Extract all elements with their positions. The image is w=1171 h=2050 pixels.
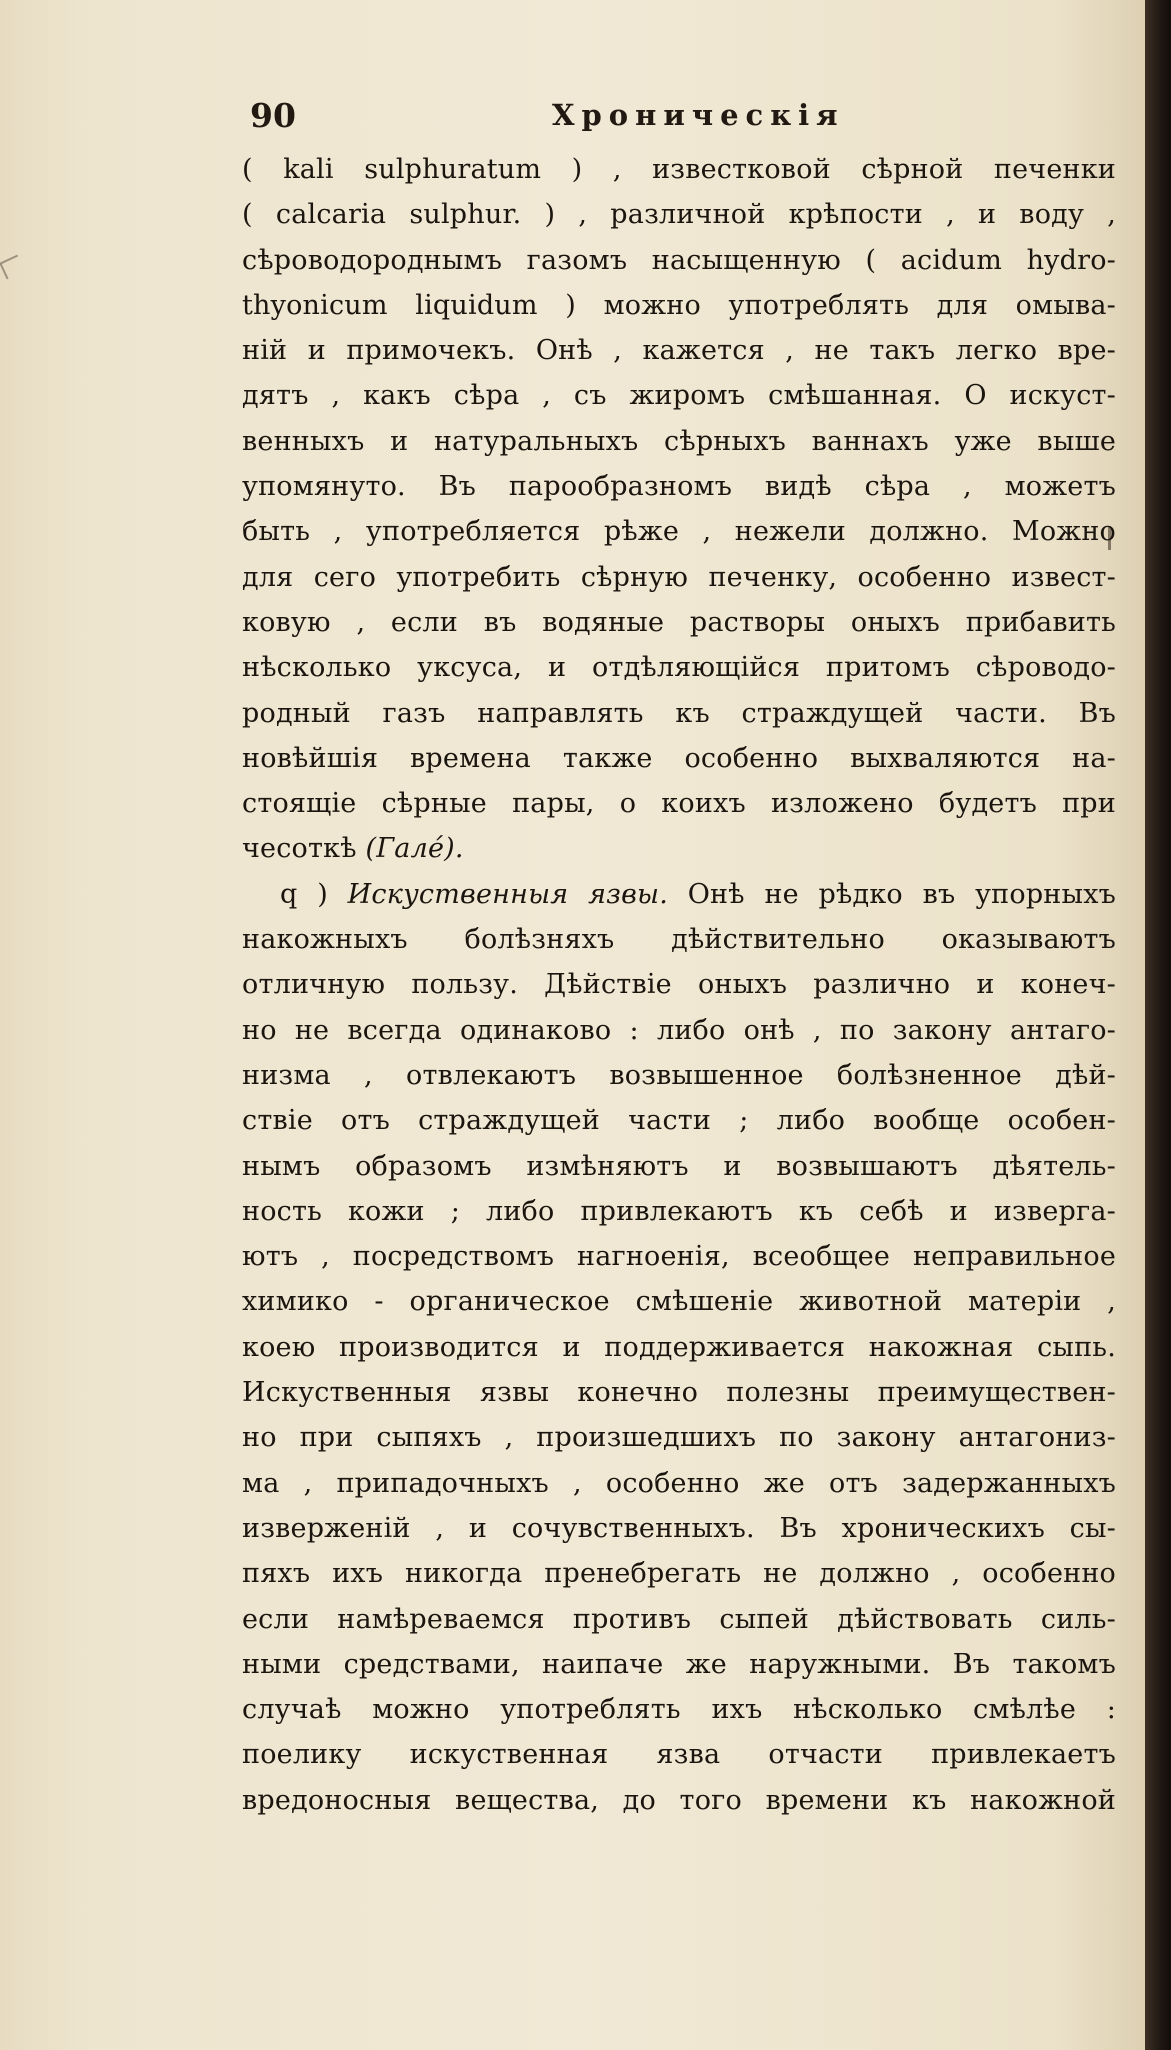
text-line: поелику искуственная язва отчасти привлекаетъ: [242, 1739, 1116, 1771]
text-line: новѣйшія времена также особенно выхваляются на-: [242, 742, 1116, 774]
text-line: ковую , если въ водяные растворы оныхъ прибавить: [242, 606, 1116, 638]
text-line: вредоносныя вещества, до того времени къ накожной: [242, 1784, 1116, 1816]
text-line: быть , употребляется рѣже , нежели должно. Можно: [242, 516, 1116, 548]
text-line: отличную пользу. Дѣйствіе оныхъ различно и конеч-: [242, 969, 1116, 1001]
text-line: ютъ , посредствомъ нагноенія, всеобщее неправильное: [242, 1241, 1116, 1273]
text-line: стоящіе сѣрные пары, о коихъ изложено будетъ при: [242, 788, 1116, 820]
running-title: Хроническія: [552, 98, 845, 132]
running-head: [250, 96, 850, 146]
paragraph-q-first-line: [242, 872, 1116, 917]
book-spine-edge: [1145, 0, 1171, 2050]
text-line: но не всегда одинаково : либо онѣ , по закону антаго-: [242, 1014, 1116, 1046]
text-line: накожныхъ болѣзняхъ дѣйствительно оказываютъ: [242, 924, 1116, 956]
text-line: венныхъ и натуральныхъ сѣрныхъ ваннахъ уже выше: [242, 425, 1116, 457]
text-line: но при сыпяхъ , произшедшихъ по закону антагониз-: [242, 1422, 1116, 1454]
text-line: ными средствами, наипаче же наружными. Въ такомъ: [242, 1648, 1116, 1680]
text-line: thyonicum liquidum ) можно употреблять для омыва-: [242, 289, 1116, 321]
text-line: коею производится и поддерживается накожная сыпь.: [242, 1331, 1116, 1363]
text-line: химико - органическое смѣшеніе животной матеріи ,: [242, 1286, 1116, 1318]
body-text: [242, 147, 1116, 1823]
text-line: ма , припадочныхъ , особенно же отъ задержанныхъ: [242, 1467, 1116, 1499]
line-text: чесоткѣ: [242, 833, 366, 865]
text-line: пяхъ ихъ никогда пренебрегать не должно , особенно: [242, 1558, 1116, 1590]
paragraph-marker: q ): [280, 878, 348, 910]
text-line: для сего употребить сѣрную печенку, особенно извест-: [242, 561, 1116, 593]
page-number: 90: [250, 96, 296, 135]
text-line: упомянуто. Въ парообразномъ видѣ сѣра , можетъ: [242, 471, 1116, 503]
margin-mark: [0, 255, 25, 280]
text-line: низма , отвлекаютъ возвышенное болѣзненное дѣй-: [242, 1059, 1116, 1091]
text-line: ній и примочекъ. Онѣ , кажется , не такъ легко вре-: [242, 335, 1116, 367]
text-line: если намѣреваемся противъ сыпей дѣйствовать силь-: [242, 1603, 1116, 1635]
paragraph-title: Искуственныя язвы.: [347, 878, 668, 910]
text-line: ствіе отъ страждущей части ; либо вообще особен-: [242, 1105, 1116, 1137]
italic-reference: (Галé).: [365, 833, 464, 865]
text-line: родный газъ направлять къ страждущей части. Въ: [242, 697, 1116, 729]
text-line: случаѣ можно употреблять ихъ нѣсколько смѣлѣе :: [242, 1694, 1116, 1726]
text-line: нымъ образомъ измѣняютъ и возвышаютъ дѣятель-: [242, 1150, 1116, 1182]
text-line: дятъ , какъ сѣра , съ жиромъ смѣшанная. О искуст-: [242, 380, 1116, 412]
text-line: ( calcaria sulphur. ) , различной крѣпости , и воду ,: [242, 199, 1116, 231]
text-line: изверженій , и сочувственныхъ. Въ хроническихъ сы-: [242, 1512, 1116, 1544]
text-line: сѣроводороднымъ газомъ насыщенную ( acidum hydro-: [242, 244, 1116, 276]
text-line: нѣсколько уксуса, и отдѣляющійся притомъ сѣроводо-: [242, 652, 1116, 684]
text-line: ( kali sulphuratum ) , известковой сѣрной печенки: [242, 154, 1116, 185]
text-line: Искуственныя язвы конечно полезны преимуществен-: [242, 1377, 1116, 1409]
text-line-paragraph-end: [242, 826, 1116, 871]
text-line: ность кожи ; либо привлекаютъ къ себѣ и изверга-: [242, 1195, 1116, 1227]
line-text: Онѣ не рѣдко въ упорныхъ: [668, 878, 1116, 910]
